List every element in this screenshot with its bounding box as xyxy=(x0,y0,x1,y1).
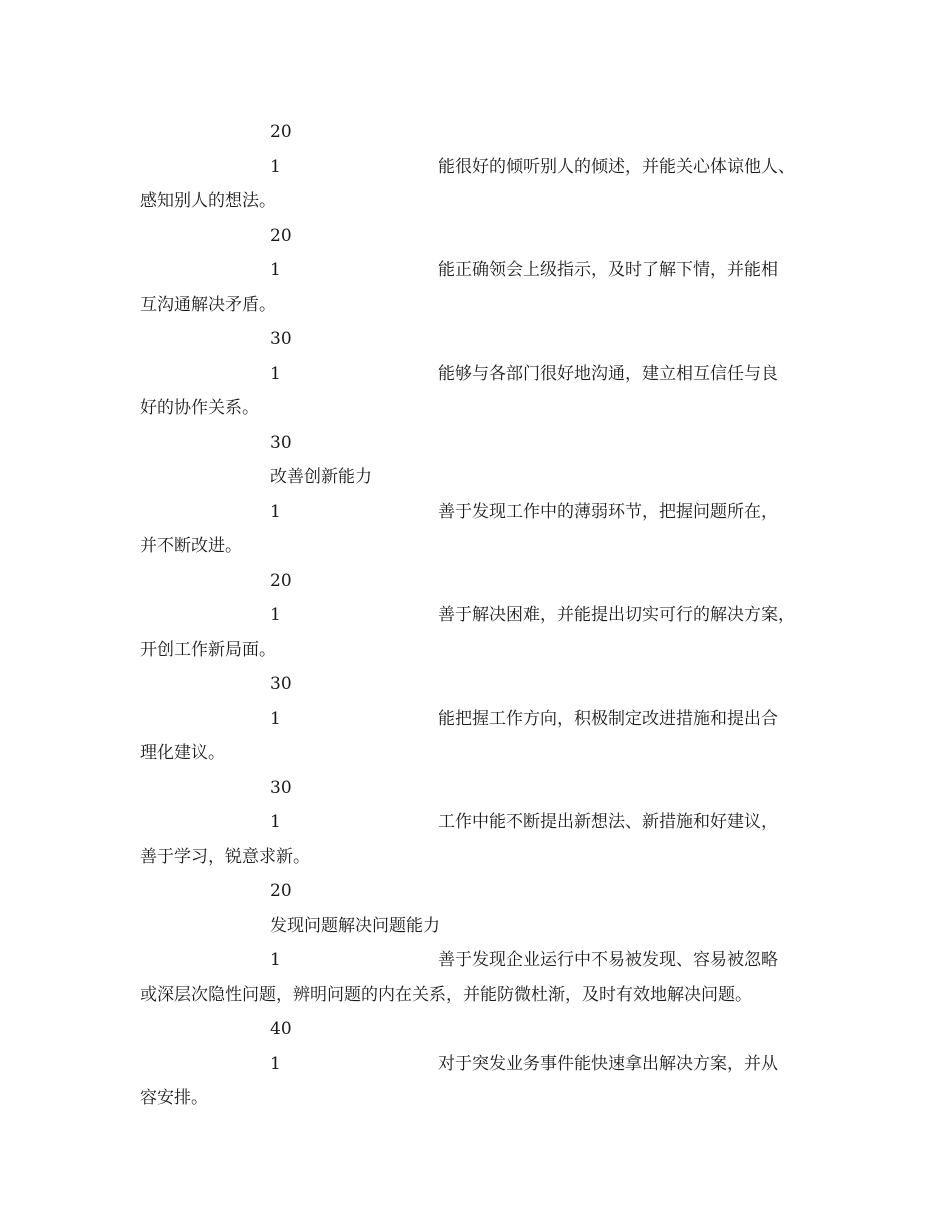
item-weight: 1 xyxy=(270,812,281,832)
item-description-continued: 或深层次隐性问题，辨明问题的内在关系，并能防微杜渐，及时有效地解决问题。 xyxy=(140,984,752,1005)
item-description: 工作中能不断提出新想法、新措施和好建议， xyxy=(438,812,778,832)
score-value: 40 xyxy=(270,1019,292,1039)
section-heading: 发现问题解决问题能力 xyxy=(270,915,440,936)
item-weight: 1 xyxy=(270,501,281,522)
item-description: 对于突发业务事件能快速拿出解决方案，并从 xyxy=(438,1053,778,1074)
item-description: 善于发现企业运行中不易被发现、容易被忽略 xyxy=(438,950,778,970)
item-description-continued: 善于学习，锐意求新。 xyxy=(140,846,310,867)
score-value: 20 xyxy=(270,570,292,591)
item-weight: 1 xyxy=(270,363,281,384)
item-weight: 1 xyxy=(270,708,281,729)
score-value: 30 xyxy=(270,674,292,694)
score-value: 30 xyxy=(270,777,292,798)
item-description: 能很好的倾听别人的倾述，并能关心体谅他人、 xyxy=(438,156,795,177)
item-description-continued: 开创工作新局面。 xyxy=(140,639,276,660)
item-weight: 1 xyxy=(270,605,281,625)
item-description: 能够与各部门很好地沟通，建立相互信任与良 xyxy=(438,363,778,384)
item-description: 善于解决困难，并能提出切实可行的解决方案， xyxy=(438,605,795,625)
item-description-continued: 并不断改进。 xyxy=(140,536,242,556)
item-weight: 1 xyxy=(270,1053,281,1074)
item-weight: 1 xyxy=(270,260,281,280)
item-description-continued: 容安排。 xyxy=(140,1088,208,1108)
item-description-continued: 感知别人的想法。 xyxy=(140,191,276,211)
item-weight: 1 xyxy=(270,156,281,177)
score-value: 20 xyxy=(270,225,292,246)
item-weight: 1 xyxy=(270,950,281,970)
item-description: 善于发现工作中的薄弱环节，把握问题所在， xyxy=(438,501,778,522)
score-value: 30 xyxy=(270,329,292,349)
item-description: 能把握工作方向，积极制定改进措施和提出合 xyxy=(438,708,778,729)
item-description-continued: 理化建议。 xyxy=(140,743,225,763)
score-value: 20 xyxy=(270,122,292,142)
score-value: 20 xyxy=(270,881,292,901)
section-heading: 改善创新能力 xyxy=(270,467,372,487)
score-value: 30 xyxy=(270,432,292,453)
item-description: 能正确领会上级指示，及时了解下情，并能相 xyxy=(438,260,778,280)
item-description-continued: 互沟通解决矛盾。 xyxy=(140,294,276,315)
item-description-continued: 好的协作关系。 xyxy=(140,398,259,418)
